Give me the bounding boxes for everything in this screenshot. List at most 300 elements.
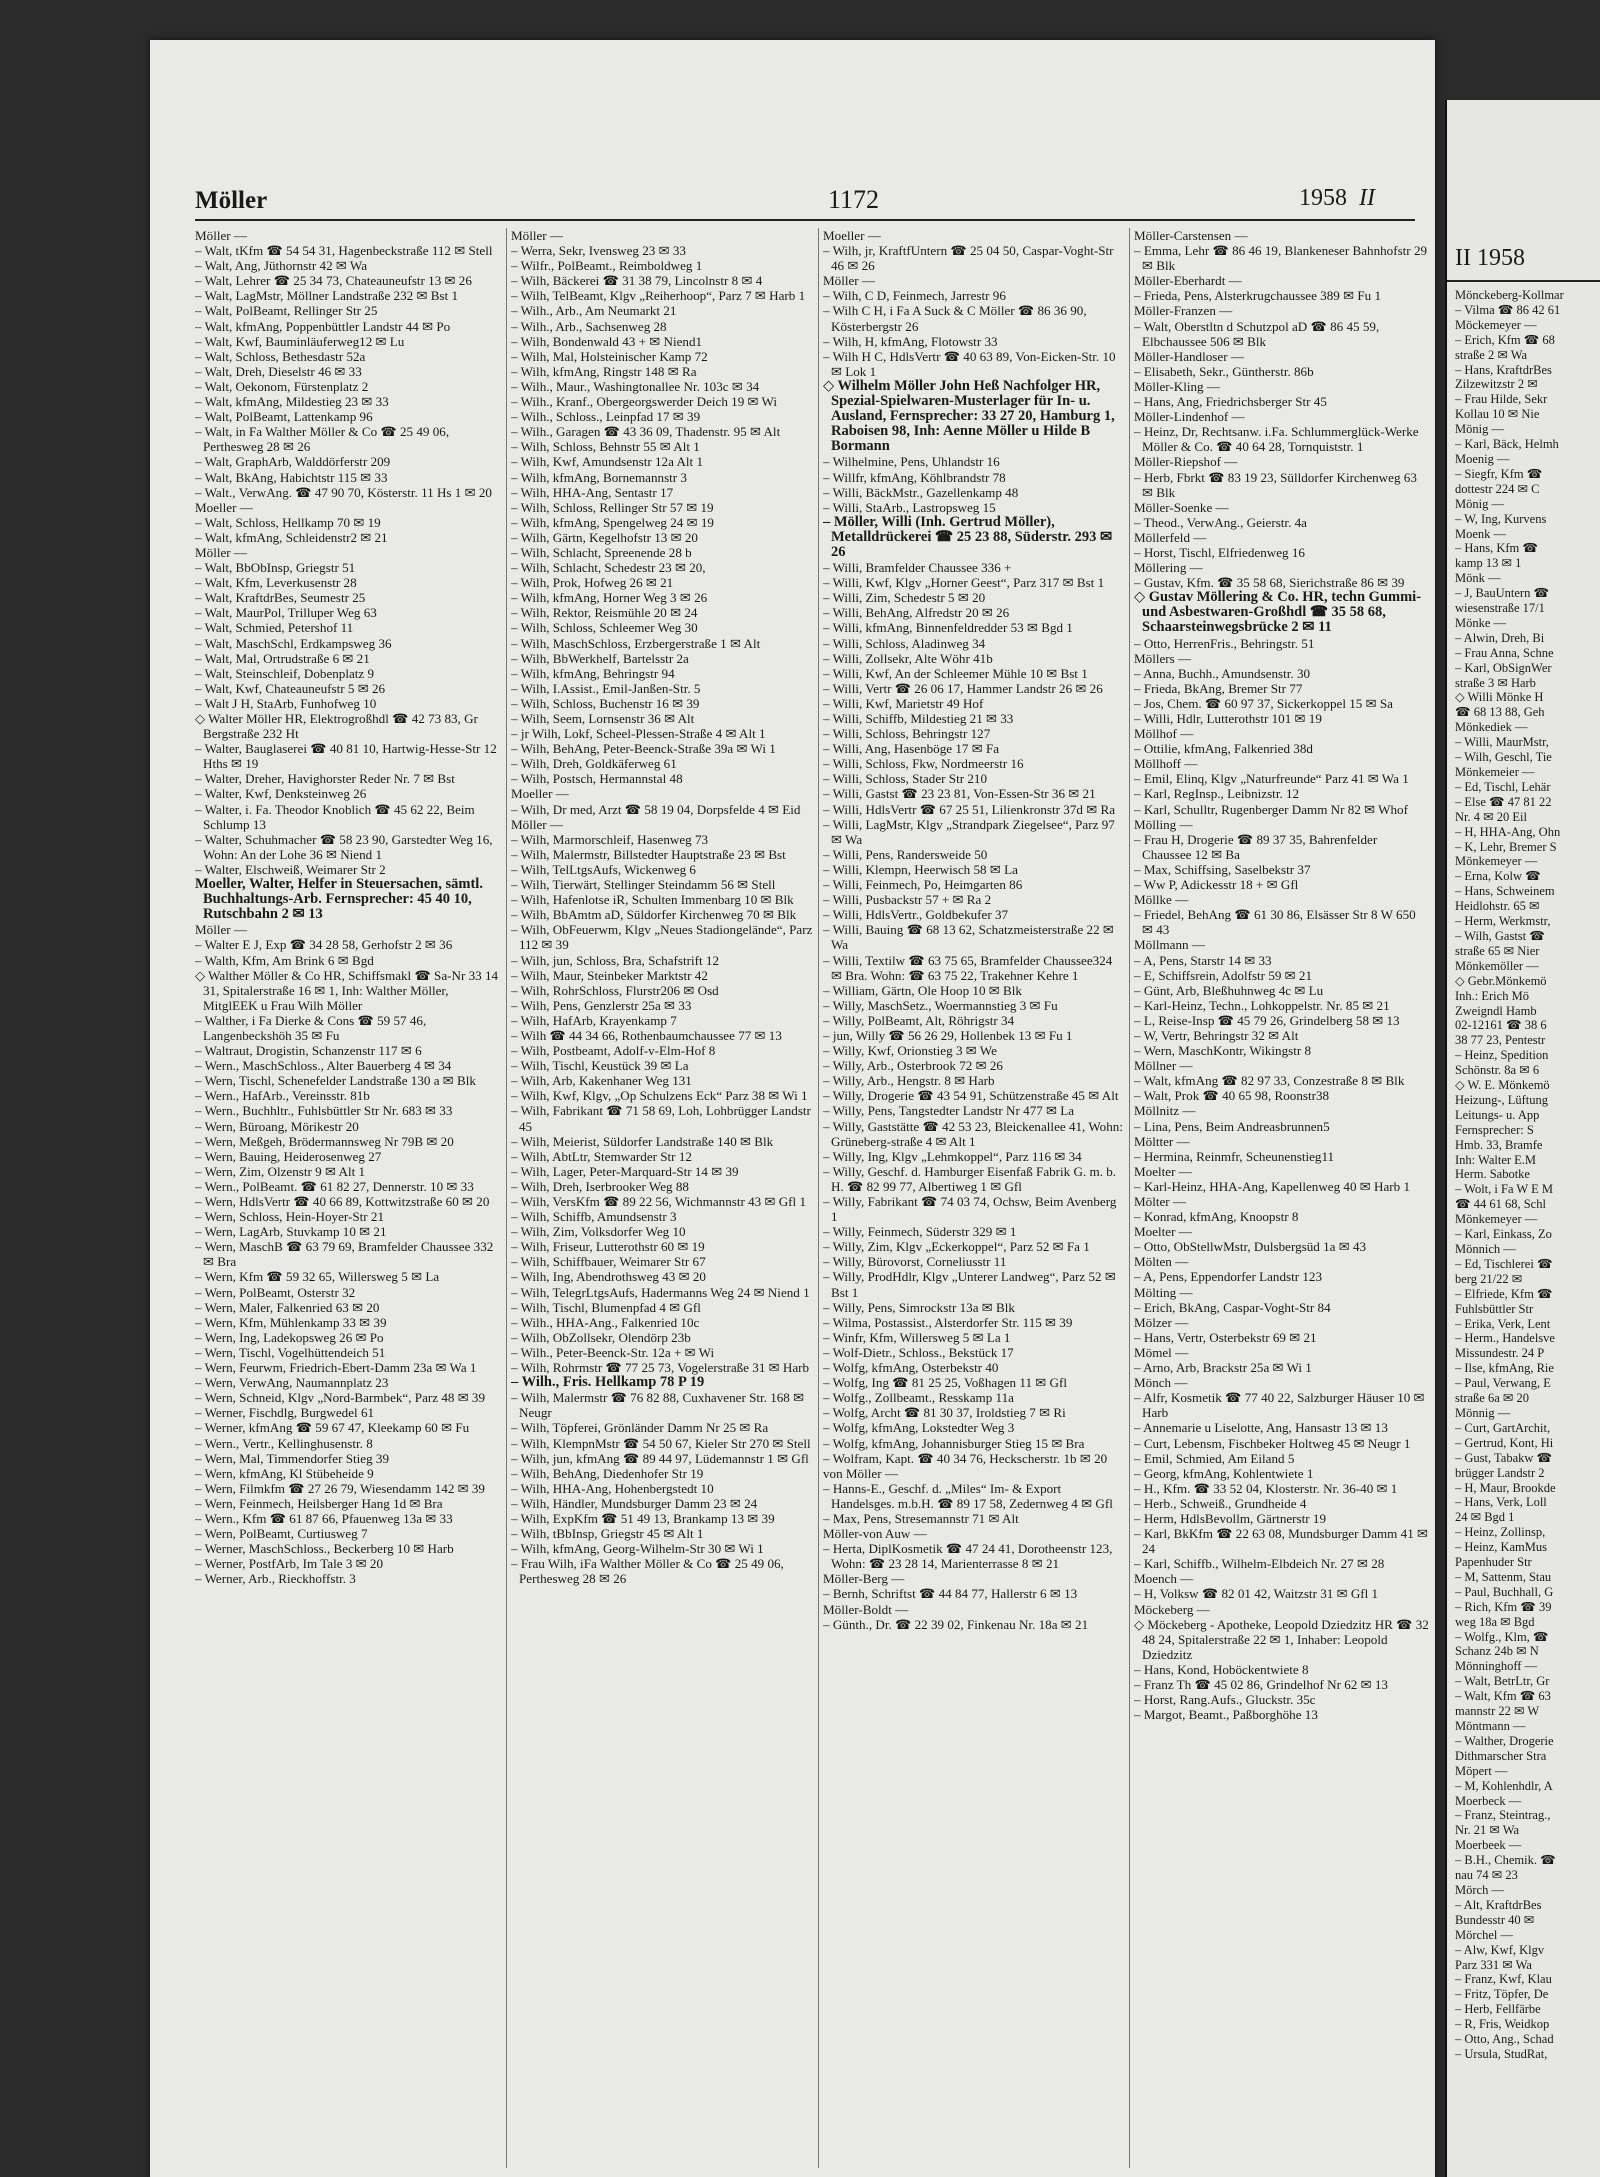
directory-entry: – H, Volksw ☎ 82 01 42, Waitzstr 31 ✉ Gfl 1 bbox=[1134, 1586, 1379, 1602]
directory-entry: – Wern, Maler, Falkenried 63 ✉ 20 bbox=[195, 1299, 380, 1315]
adjacent-entry: Zilzewitzstr 2 ✉ bbox=[1455, 377, 1538, 392]
directory-entry: Mönch — bbox=[1134, 1375, 1188, 1391]
directory-entry: Möller-Carstensen — bbox=[1134, 228, 1248, 243]
directory-entry: – Walt, PolBeamt, Lattenkamp 96 bbox=[195, 409, 373, 425]
directory-entry: – Willi, Bramfelder Chaussee 336 + bbox=[823, 560, 1012, 576]
directory-entry: – Wilh., Kranf., Obergeorgswerder Deich 19 ✉ Wi bbox=[511, 394, 778, 410]
directory-entry: – Willy, Drogerie ☎ 43 54 91, Schützenstraße 45 ✉ Alt bbox=[823, 1088, 1119, 1104]
adjacent-entry: – Otto, Ang., Schad bbox=[1455, 2032, 1554, 2047]
directory-entry: – Wilh, kfmAng, Georg-Wilhelm-Str 30 ✉ Wi 1 bbox=[511, 1541, 764, 1557]
directory-entry: – Wilh, HHA-Ang, Hohenbergstedt 10 bbox=[511, 1480, 714, 1496]
directory-entry: – Willi, Feinmech, Po, Heimgarten 86 bbox=[823, 877, 1023, 893]
adjacent-entry: ☎ 68 13 88, Geh bbox=[1455, 705, 1545, 720]
directory-entry: – Hanns-E., Geschf. d. „Miles“ Im- & Export Handelsges. m.b.H. ☎ 89 17 58, Zedernweg 4 ✉ Gfl bbox=[823, 1480, 1113, 1511]
directory-entry: – Wilh., Arb., Am Neumarkt 21 bbox=[511, 303, 677, 319]
directory-entry: – Willi, HdlsVertr ☎ 67 25 51, Lilienkronstr 37d ✉ Ra bbox=[823, 801, 1115, 817]
directory-entry: – W, Vertr, Behringstr 32 ✉ Alt bbox=[1134, 1027, 1299, 1043]
directory-entry: – Wolfg, kfmAng, Lokstedter Weg 3 bbox=[823, 1420, 1015, 1436]
adjacent-entry: – Wolfg., Klm, ☎ bbox=[1455, 1629, 1549, 1644]
adjacent-entry: Dithmarscher Stra bbox=[1455, 1748, 1547, 1763]
directory-entry: – Walter, Dreher, Havighorster Reder Nr. 7 ✉ Bst bbox=[195, 771, 455, 787]
directory-entry: Möllmann — bbox=[1134, 937, 1205, 953]
directory-entry: – Walt, MaurPol, Trilluper Weg 63 bbox=[195, 605, 377, 621]
adjacent-header-rule bbox=[1447, 280, 1600, 282]
directory-entry: – Wern, Bauing, Heiderosenweg 27 bbox=[195, 1148, 382, 1164]
adjacent-entry: Mönkediek — bbox=[1455, 720, 1528, 735]
directory-entry: Mölting — bbox=[1134, 1284, 1193, 1300]
directory-entry: – Werner, Arb., Rieckhoffstr. 3 bbox=[195, 1571, 356, 1587]
adjacent-entry: – R, Fris, Weidkop bbox=[1455, 2017, 1550, 2032]
adjacent-entry: – Karl, Einkass, Zo bbox=[1455, 1227, 1552, 1242]
adjacent-entry: – Rich, Kfm ☎ 39 bbox=[1455, 1599, 1552, 1614]
adjacent-entry: Mönnig — bbox=[1455, 1405, 1511, 1420]
directory-entry: – Wolfg, kfmAng, Johannisburger Stieg 15 ✉ Bra bbox=[823, 1435, 1085, 1451]
directory-entry: – E, Schiffsrein, Adolfstr 59 ✉ 21 bbox=[1134, 967, 1313, 983]
directory-entry: – Werner, MaschSchloss., Beckerberg 10 ✉ Harb bbox=[195, 1541, 454, 1557]
directory-entry: – Wilh, Hafenlotse iR, Schulten Immenbarg 10 ✉ Blk bbox=[511, 892, 794, 908]
directory-entry: Moench — bbox=[1134, 1571, 1194, 1587]
adjacent-entry: Mönkemeyer — bbox=[1455, 1212, 1538, 1227]
directory-entry: – Wilh, Schlacht, Schedestr 23 ✉ 20, bbox=[511, 560, 706, 576]
directory-entry: – Wilh, jun, kfmAng ☎ 89 44 97, Lüdemannstr 1 ✉ Gfl bbox=[511, 1450, 809, 1466]
directory-entry: Möller-Handloser — bbox=[1134, 348, 1244, 364]
directory-entry: – Wern., HafArb., Vereinsstr. 81b bbox=[195, 1088, 370, 1104]
adjacent-page-header: II 1958 bbox=[1455, 245, 1525, 271]
adjacent-entry: Mönk — bbox=[1455, 571, 1501, 586]
directory-entry: – Frieda, Pens, Alsterkrugchaussee 389 ✉ Fu 1 bbox=[1134, 288, 1381, 304]
directory-entry: – Wilh, ObZollsekr, Olendörp 23b bbox=[511, 1329, 691, 1345]
directory-page bbox=[150, 40, 1435, 2177]
directory-entry: – Wilh, Postsch, Hermannstal 48 bbox=[511, 771, 683, 787]
directory-entry: – Wern, kfmAng, Kl Stübeheide 9 bbox=[195, 1465, 374, 1481]
adjacent-entry: Moenk — bbox=[1455, 526, 1507, 541]
directory-entry: – Curt, Lebensm, Fischbeker Holtweg 45 ✉ Neugr 1 bbox=[1134, 1435, 1411, 1451]
directory-entry: Moelter — bbox=[1134, 1224, 1192, 1240]
directory-entry: – jun, Willy ☎ 56 26 29, Hollenbek 13 ✉ Fu 1 bbox=[823, 1027, 1073, 1043]
directory-entry: – Wilh, BbAmtm aD, Süldorfer Kirchenweg 70 ✉ Blk bbox=[511, 907, 797, 923]
directory-entry: – Willy, Arb., Osterbrook 72 ✉ 26 bbox=[823, 1058, 1003, 1074]
directory-entry: – Jos, Chem. ☎ 60 97 37, Sickerkoppel 15 ✉ Sa bbox=[1134, 695, 1393, 711]
directory-entry: – Wilh., Schloss., Leinpfad 17 ✉ 39 bbox=[511, 409, 701, 425]
directory-entry: – Wern., MaschSchloss., Alter Bauerberg 4 ✉ 34 bbox=[195, 1058, 452, 1074]
adjacent-entry: – W, Ing, Kurvens bbox=[1455, 511, 1547, 526]
directory-entry: – Franz Th ☎ 45 02 86, Grindelhof Nr 62 ✉ 13 bbox=[1134, 1677, 1388, 1692]
directory-entry: – Möller, Willi (Inh. Gertrud Möller), Metalldrückerei ☎ 25 23 88, Süderstr. 293 ✉ 26 bbox=[823, 513, 1113, 560]
directory-entry: – Willy, Fabrikant ☎ 74 03 74, Ochsw, Beim Avenberg 1 bbox=[823, 1194, 1117, 1225]
directory-entry: – Wern, HdlsVertr ☎ 40 66 89, Kottwitzstraße 60 ✉ 20 bbox=[195, 1194, 490, 1209]
directory-entry: – Willy, PolBeamt, Alt, Röhrigstr 34 bbox=[823, 1012, 1015, 1028]
page-header bbox=[195, 185, 1415, 221]
directory-entry: – Wilh., Peter-Beenck-Str. 12a + ✉ Wi bbox=[511, 1344, 715, 1360]
directory-entry: – Willi, HdlsVertr., Goldbekufer 37 bbox=[823, 907, 1009, 923]
directory-entry: – Walt, Kwf, Chateauneufstr 5 ✉ 26 bbox=[195, 680, 386, 696]
directory-entry: – Wern, Büroang, Mörikestr 20 bbox=[195, 1118, 359, 1134]
directory-entry: – Otto, ObStellwMstr, Dulsbergsüd 1a ✉ 43 bbox=[1134, 1239, 1367, 1255]
directory-entry: – Wilh, C D, Feinmech, Jarrestr 96 bbox=[823, 288, 1006, 304]
directory-entry: Möllner — bbox=[1134, 1058, 1193, 1074]
adjacent-entry: – Curt, GartArchit, bbox=[1455, 1420, 1551, 1435]
directory-entry: Möltter — bbox=[1134, 1133, 1190, 1149]
directory-entry: – Wilh, ExpKfm ☎ 51 49 13, Brankamp 13 ✉ 39 bbox=[511, 1510, 775, 1526]
directory-entry: – William, Gärtn, Ole Hoop 10 ✉ Blk bbox=[823, 982, 1022, 998]
adjacent-entry: Schanz 24b ✉ N bbox=[1455, 1644, 1539, 1659]
directory-entry: – Willi, Schiffb, Mildestieg 21 ✉ 33 bbox=[823, 711, 1014, 726]
directory-entry: – Hans, Kond, Hoböckentwiete 8 bbox=[1134, 1661, 1309, 1677]
directory-entry: – Wilh, Ing, Abendrothsweg 43 ✉ 20 bbox=[511, 1269, 706, 1285]
directory-entry: – Walter E J, Exp ☎ 34 28 58, Gerhofstr 2 ✉ 36 bbox=[195, 937, 453, 953]
directory-entry: – Willi, Vertr ☎ 26 06 17, Hammer Landstr 26 ✉ 26 bbox=[823, 680, 1103, 696]
directory-entry: – Wolf-Dietr., Schloss., Bekstück 17 bbox=[823, 1344, 1014, 1360]
directory-entry: – Walt, Schloss, Hellkamp 70 ✉ 19 bbox=[195, 514, 381, 530]
adjacent-entry: weg 18a ✉ Bgd bbox=[1455, 1614, 1535, 1629]
directory-entry: – Lina, Pens, Beim Andreasbrunnen5 bbox=[1134, 1118, 1330, 1134]
adjacent-entry: – Herm, Werkmstr, bbox=[1455, 914, 1551, 929]
directory-entry: – Max, Pens, Stresemannstr 71 ✉ Alt bbox=[823, 1510, 1019, 1526]
directory-entry: – Willy, Feinmech, Süderstr 329 ✉ 1 bbox=[823, 1224, 1017, 1240]
adjacent-entry: – Hans, KraftdrBes bbox=[1455, 362, 1552, 377]
adjacent-entry: Mönckeberg-Kollmar bbox=[1455, 288, 1564, 302]
adjacent-entry: – M, Sattenm, Stau bbox=[1455, 1569, 1552, 1584]
adjacent-entry: – Gertrud, Kont, Hi bbox=[1455, 1435, 1554, 1450]
directory-entry: – Horst, Rang.Aufs., Gluckstr. 35c bbox=[1134, 1692, 1316, 1708]
directory-entry: – Wilh, Bäckerei ☎ 31 38 79, Lincolnstr 8 ✉ 4 bbox=[511, 273, 763, 289]
directory-entry: – Wilh, Maur, Steinbeker Marktstr 42 bbox=[511, 967, 708, 983]
adjacent-entry: – Ursula, StudRat, bbox=[1455, 2046, 1548, 2061]
directory-entry: – Annemarie u Liselotte, Ang, Hansastr 13 ✉ 13 bbox=[1134, 1420, 1388, 1436]
adjacent-entry: – Willi, MaurMstr, bbox=[1455, 735, 1549, 750]
directory-entry: Möckeberg — bbox=[1134, 1601, 1210, 1617]
directory-entry: – Willy, Geschf. d. Hamburger Eisenfaß Fabrik G. m. b. H. ☎ 82 99 77, Albertiweg 1 ✉ Gfl bbox=[823, 1163, 1117, 1194]
directory-entry: – Willy, Zim, Klgv „Eckerkoppel“, Parz 52 ✉ Fa 1 bbox=[823, 1239, 1090, 1255]
adjacent-entry: Zweigndl Hamb bbox=[1455, 1003, 1537, 1018]
adjacent-entry: – Karl, ObSignWer bbox=[1455, 660, 1552, 675]
adjacent-entry: – Heinz, KamMus bbox=[1455, 1540, 1547, 1555]
directory-entry: – Wern, Mal, Timmendorfer Stieg 39 bbox=[195, 1450, 390, 1466]
adjacent-entry: wiesenstraße 17/1 bbox=[1455, 601, 1545, 616]
adjacent-entry: Mönig — bbox=[1455, 422, 1504, 437]
adjacent-entry: ◇ Willi Mönke H bbox=[1455, 690, 1544, 705]
page-number: 1172 bbox=[828, 185, 880, 214]
directory-entry: – Wilh, Zim, Volksdorfer Weg 10 bbox=[511, 1224, 686, 1240]
adjacent-entry: – Franz, Kwf, Klau bbox=[1455, 1972, 1552, 1987]
directory-entry: – Wilh, TelBeamt, Klgv „Reiherhoop“, Parz 7 ✉ Harb 1 bbox=[511, 288, 806, 304]
header-surname: Möller bbox=[195, 187, 268, 214]
directory-entry: – Günt, Arb, Bleßhuhnweg 4c ✉ Lu bbox=[1134, 982, 1324, 998]
adjacent-entry: – Walther, Drogerie bbox=[1455, 1733, 1554, 1748]
directory-entry: – Willi, Schloss, Aladinweg 34 bbox=[823, 635, 986, 651]
adjacent-entry: – K, Lehr, Bremer S bbox=[1455, 839, 1557, 854]
directory-entry: – Walt, Schmied, Petershof 11 bbox=[195, 620, 354, 636]
directory-entry: – Wern, Schloss, Hein-Hoyer-Str 21 bbox=[195, 1209, 385, 1225]
directory-entry: – Erich, BkAng, Caspar-Voght-Str 84 bbox=[1134, 1299, 1331, 1315]
adjacent-entry: Inh.: Erich Mö bbox=[1455, 988, 1529, 1003]
directory-entry: – Walter, i. Fa. Theodor Knoblich ☎ 45 62 22, Beim Schlump 13 bbox=[195, 801, 475, 832]
directory-entry: – Wilh, Schiffb, Amundsenstr 3 bbox=[511, 1209, 677, 1225]
adjacent-page-column bbox=[1455, 288, 1600, 2177]
directory-entry: – Wilh, Mal, Holsteinischer Kamp 72 bbox=[511, 348, 708, 364]
adjacent-entry: – Heinz, Spedition bbox=[1455, 1048, 1549, 1063]
directory-entry: – Willy, Arb., Hengstr. 8 ✉ Harb bbox=[823, 1073, 995, 1089]
directory-entry: – Walt, Kfm, Leverkusenstr 28 bbox=[195, 575, 357, 591]
directory-entry: – Wilh, kfmAng, Spengelweg 24 ✉ 19 bbox=[511, 514, 714, 530]
adjacent-entry: Mönkemeyer — bbox=[1455, 854, 1538, 869]
adjacent-entry: Mönke — bbox=[1455, 615, 1507, 630]
adjacent-entry: Hmb. 33, Bramfe bbox=[1455, 1137, 1543, 1152]
directory-entry: Moeller — bbox=[511, 786, 569, 802]
adjacent-entry: – Hans, Kfm ☎ bbox=[1455, 541, 1538, 556]
directory-entry: – Wilh, Kwf, Amundsenstr 12a Alt 1 bbox=[511, 454, 703, 470]
adjacent-entry: – Wilh, Gastst ☎ bbox=[1455, 928, 1545, 943]
adjacent-entry: – Walt, Kfm ☎ 63 bbox=[1455, 1689, 1551, 1704]
directory-entry: – Wilh, Schloss, Buchenstr 16 ✉ 39 bbox=[511, 695, 700, 711]
directory-entry: Möller — bbox=[195, 228, 248, 243]
directory-entry: Möller — bbox=[511, 816, 564, 832]
directory-entry: – Wilh, Tierwärt, Stellinger Steindamm 56 ✉ Stell bbox=[511, 877, 776, 893]
directory-entry: – Frieda, BkAng, Bremer Str 77 bbox=[1134, 680, 1303, 696]
adjacent-entry: – Elfriede, Kfm ☎ bbox=[1455, 1286, 1553, 1301]
directory-entry: Moeller — bbox=[195, 499, 253, 515]
directory-entry: – Karl, Schulltr, Rugenberger Damm Nr 82 ✉ Whof bbox=[1134, 801, 1408, 817]
adjacent-entry: – Erna, Kolw ☎ bbox=[1455, 869, 1541, 884]
adjacent-entry: nau 74 ✉ 23 bbox=[1455, 1868, 1518, 1883]
adjacent-entry: Mönnich — bbox=[1455, 1242, 1516, 1256]
directory-entry: – Konrad, kfmAng, Knoopstr 8 bbox=[1134, 1209, 1299, 1225]
adjacent-entry: straße 3 ✉ Harb bbox=[1455, 675, 1536, 690]
directory-entry: – Wilh, tBbInsp, Griegstr 45 ✉ Alt 1 bbox=[511, 1526, 704, 1542]
directory-entry: – Herb., Schweiß., Grundheide 4 bbox=[1134, 1495, 1307, 1511]
directory-entry: – Willi, BehAng, Alfredstr 20 ✉ 26 bbox=[823, 605, 1010, 621]
adjacent-entry: straße 65 ✉ Nier bbox=[1455, 943, 1540, 958]
directory-entry: – Walt, Dreh, Dieselstr 46 ✉ 33 bbox=[195, 363, 362, 379]
adjacent-entry: Fernsprecher: S bbox=[1455, 1122, 1534, 1137]
directory-entry: – Willy, Ing, Klgv „Lehmkoppel“, Parz 116 ✉ 34 bbox=[823, 1148, 1082, 1164]
directory-entry: – Wern., Buchhltr., Fuhlsbüttler Str Nr. 683 ✉ 33 bbox=[195, 1103, 453, 1119]
adjacent-entry: – Alw, Kwf, Klgv bbox=[1455, 1942, 1545, 1957]
directory-entry: – Willi, Kwf, Marietstr 49 Hof bbox=[823, 695, 984, 711]
directory-entry: – Wilh, VersKfm ☎ 89 22 56, Wichmannstr 43 ✉ Gfl 1 bbox=[511, 1194, 806, 1209]
directory-entry: – Wern, Tischl, Vogelhüttendeich 51 bbox=[195, 1344, 386, 1360]
directory-entry: – Wern, Schneid, Klgv „Nord-Barmbek“, Parz 48 ✉ 39 bbox=[195, 1390, 486, 1406]
directory-entry: Möllerfeld — bbox=[1134, 529, 1207, 545]
directory-entry: ◇ Walther Möller & Co HR, Schiffsmakl ☎ Sa-Nr 33 14 31, Spitalerstraße 16 ✉ 1, Inh: Walther Möller, MitglEEK u Frau Wilh Möller bbox=[195, 967, 499, 1013]
column-1 bbox=[195, 228, 507, 2168]
directory-entry: – Wilh, Dr med, Arzt ☎ 58 19 04, Dorpsfelde 4 ✉ Eid bbox=[511, 801, 801, 817]
directory-entry: – Walt, kfmAng, Schleidenstr2 ✉ 21 bbox=[195, 529, 388, 545]
directory-entry: – Willi, Ang, Hasenböge 17 ✉ Fa bbox=[823, 741, 1000, 757]
directory-entry: Möller-Riepshof — bbox=[1134, 454, 1238, 470]
directory-entry: – Wilh, Prok, Hofweg 26 ✉ 21 bbox=[511, 575, 674, 591]
directory-entry: Möller-Soenke — bbox=[1134, 499, 1229, 515]
adjacent-entry: – Frau Hilde, Sekr bbox=[1455, 392, 1548, 407]
adjacent-entry: 24 ✉ Bgd 1 bbox=[1455, 1510, 1515, 1525]
directory-entry: – Walt, KraftdrBes, Seumestr 25 bbox=[195, 590, 366, 606]
adjacent-entry: Mönninghoff — bbox=[1455, 1659, 1538, 1674]
directory-entry: – Waltraut, Drogistin, Schanzenstr 117 ✉ 6 bbox=[195, 1043, 422, 1059]
adjacent-entry: straße 2 ✉ Wa bbox=[1455, 347, 1528, 362]
adjacent-entry: mannstr 22 ✉ W bbox=[1455, 1704, 1540, 1719]
directory-entry: – Wilh, Töpferei, Grönländer Damm Nr 25 ✉ Ra bbox=[511, 1420, 769, 1436]
directory-entry: – Theod., VerwAng., Geierstr. 4a bbox=[1134, 514, 1307, 530]
directory-entry: – Walt, Schloss, Bethesdastr 52a bbox=[195, 348, 366, 364]
directory-entry: – A, Pens, Starstr 14 ✉ 33 bbox=[1134, 952, 1272, 968]
directory-entry: – Wern, Kfm ☎ 59 32 65, Willersweg 5 ✉ La bbox=[195, 1269, 440, 1285]
directory-entry: – Wern, Feinmech, Heilsberger Hang 1d ✉ Bra bbox=[195, 1495, 443, 1511]
directory-entry: Möller-von Auw — bbox=[823, 1526, 927, 1542]
directory-entry: – Frau H, Drogerie ☎ 89 37 35, Bahrenfelder Chaussee 12 ✉ Ba bbox=[1134, 831, 1378, 862]
directory-entry: – Wern, Meßgeh, Brödermannsweg Nr 79B ✉ 20 bbox=[195, 1133, 454, 1149]
directory-entry: – Wilh, Schloss, Rellinger Str 57 ✉ 19 bbox=[511, 499, 714, 515]
directory-entry: – Herta, DiplKosmetik ☎ 47 24 41, Dorotheenstr 123, Wohn: ☎ 23 28 14, Marienterrasse 8 ✉ 21 bbox=[823, 1541, 1113, 1572]
directory-entry: – Wilh, Postbeamt, Adolf-v-Elm-Hof 8 bbox=[511, 1043, 716, 1059]
adjacent-entry: ◇ W. E. Mönkemö bbox=[1455, 1078, 1550, 1093]
directory-entry: – Wilh, BehAng, Diedenhofer Str 19 bbox=[511, 1465, 704, 1481]
directory-entry: – Willi, Gastst ☎ 23 23 81, Von-Essen-Str 36 ✉ 21 bbox=[823, 786, 1096, 802]
directory-entry: Moeller, Walter, Helfer in Steuersachen, sämtl. Buchhaltungs-Arb. Fernsprecher: 45 40 10, Rutschbahn 2 ✉ 13 bbox=[195, 876, 483, 923]
adjacent-entry: Bundesstr 40 ✉ bbox=[1455, 1912, 1535, 1927]
directory-entry: – jr Wilh, Lokf, Scheel-Plessen-Straße 4 ✉ Alt 1 bbox=[511, 726, 766, 742]
directory-entry: – Wilh., Maur., Washingtonallee Nr. 103c ✉ 34 bbox=[511, 378, 760, 394]
directory-entry: – Walt, Oekonom, Fürstenplatz 2 bbox=[195, 378, 369, 394]
directory-entry: – Werner, kfmAng ☎ 59 67 47, Kleekamp 60 ✉ Fu bbox=[195, 1420, 470, 1436]
directory-entry: – Willfr, kfmAng, Köhlbrandstr 78 bbox=[823, 469, 1006, 485]
directory-entry: – Willi, Schloss, Stader Str 210 bbox=[823, 771, 987, 787]
directory-entry: – Wilh, HafArb, Krayenkamp 7 bbox=[511, 1012, 677, 1028]
adjacent-entry: Papenhuder Str bbox=[1455, 1555, 1532, 1570]
directory-entry: – Willy, Kwf, Orionstieg 3 ✉ We bbox=[823, 1043, 997, 1059]
directory-entry: – Wilh, BehAng, Peter-Beenck-Straße 39a ✉ Wi 1 bbox=[511, 741, 776, 757]
directory-entry: – Wilh, RohrSchloss, Flurstr206 ✉ Osd bbox=[511, 982, 719, 998]
directory-entry: – Wilh, Meierist, Süldorfer Landstraße 140 ✉ Blk bbox=[511, 1133, 774, 1149]
directory-entry: – Karl, Schiffb., Wilhelm-Elbdeich Nr. 27 ✉ 28 bbox=[1134, 1556, 1385, 1572]
directory-entry: – Wern, PolBeamt, Curtiusweg 7 bbox=[195, 1526, 368, 1542]
directory-entry: – Otto, HerrenFris., Behringstr. 51 bbox=[1134, 635, 1315, 651]
directory-entry: – Wern, LagArb, Stuvkamp 10 ✉ 21 bbox=[195, 1224, 387, 1240]
column-3 bbox=[823, 228, 1130, 2168]
header-year-volume bbox=[1299, 185, 1375, 212]
adjacent-entry: ☎ 44 61 68, Schl bbox=[1455, 1197, 1546, 1212]
directory-entry: – Hans, Ang, Friedrichsberger Str 45 bbox=[1134, 394, 1327, 410]
directory-entry: – Wern, Ing, Ladekopsweg 26 ✉ Po bbox=[195, 1329, 384, 1345]
directory-entry: – Wolfg, Archt ☎ 81 30 37, Iroldstieg 7 ✉ Ri bbox=[823, 1405, 1066, 1421]
directory-entry: Möllhof — bbox=[1134, 726, 1194, 742]
directory-entry: Möller-Boldt — bbox=[823, 1601, 909, 1617]
directory-entry: Mölling — bbox=[1134, 816, 1193, 832]
directory-entry: ◇ Gustav Möllering & Co. HR, techn Gummi- und Asbestwaren-Großhdl ☎ 35 58 68, Schaarsteinwegsbrücke 2 ✉ 11 bbox=[1134, 589, 1422, 636]
directory-entry: – Walt, Lehrer ☎ 25 34 73, Chateauneufstr 13 ✉ 26 bbox=[195, 273, 472, 289]
column-4 bbox=[1134, 228, 1433, 2168]
adjacent-entry: – Ilse, kfmAng, Rie bbox=[1455, 1361, 1554, 1376]
directory-entry: – Wern., Vertr., Kellinghusenstr. 8 bbox=[195, 1435, 373, 1451]
adjacent-entry: Leitungs- u. App bbox=[1455, 1107, 1540, 1122]
directory-entry: – Wilh, BbWerkhelf, Bartelsstr 2a bbox=[511, 650, 689, 666]
directory-entry: – Wilh, Rohrmstr ☎ 77 25 73, Vogelerstraße 31 ✉ Harb bbox=[511, 1360, 810, 1376]
directory-entry: – Gustav, Kfm. ☎ 35 58 68, Sierichstraße 86 ✉ 39 bbox=[1134, 575, 1405, 591]
directory-entry: – Walt, kfmAng ☎ 82 97 33, Conzestraße 8 ✉ Blk bbox=[1134, 1073, 1405, 1089]
adjacent-entry: Heidlohstr. 65 ✉ bbox=[1455, 899, 1540, 914]
header-year: 1958 bbox=[1299, 185, 1348, 211]
directory-entry: – Wilh., Garagen ☎ 43 36 09, Thadenstr. 95 ✉ Alt bbox=[511, 424, 781, 440]
directory-entry: – Willy, Pens, Simrockstr 13a ✉ Blk bbox=[823, 1299, 1015, 1315]
adjacent-entry: – Wilh, Geschl, Tie bbox=[1455, 750, 1552, 765]
directory-entry: – Wilh, Arb, Kakenhaner Weg 131 bbox=[511, 1073, 692, 1089]
directory-entry: – Wilh, Dreh, Iserbrooker Weg 88 bbox=[511, 1178, 689, 1194]
adjacent-entry: – Paul, Buchhall, G bbox=[1455, 1584, 1554, 1599]
directory-entry: – Wilh, HHA-Ang, Sentastr 17 bbox=[511, 484, 674, 500]
directory-entry: – Margot, Beamt., Paßborghöhe 13 bbox=[1134, 1707, 1318, 1723]
directory-entry: – Wilh, H, kfmAng, Flotowstr 33 bbox=[823, 333, 998, 349]
directory-entry: – Willi, Zim, Schedestr 5 ✉ 20 bbox=[823, 590, 986, 606]
adjacent-entry: 38 77 23, Pentestr bbox=[1455, 1033, 1546, 1048]
directory-entry: – Wilh, kfmAng, Behringstr 94 bbox=[511, 665, 675, 681]
column-2 bbox=[511, 228, 819, 2168]
adjacent-entry: brügger Landstr 2 bbox=[1455, 1465, 1545, 1480]
directory-entry: Mölzer — bbox=[1134, 1314, 1189, 1330]
adjacent-entry: Moerbeck — bbox=[1455, 1793, 1522, 1808]
directory-entry: – Willi, Kwf, Klgv „Horner Geest“, Parz 317 ✉ Bst 1 bbox=[823, 575, 1105, 591]
directory-entry: Möller-Berg — bbox=[823, 1571, 905, 1587]
directory-entry: – Walt, BbObInsp, Griegstr 51 bbox=[195, 560, 356, 576]
directory-entry: Möller-Eberhardt — bbox=[1134, 273, 1242, 289]
directory-entry: – Wilh, Seem, Lornsenstr 36 ✉ Alt bbox=[511, 711, 695, 726]
directory-entry: – Wilh, Schiffbauer, Weimarer Str 67 bbox=[511, 1254, 706, 1270]
directory-entry: – Walther, i Fa Dierke & Cons ☎ 59 57 46, Langenbeckshöh 35 ✉ Fu bbox=[195, 1012, 427, 1043]
directory-entry: – Wilh, jun, Schloss, Bra, Schafstrift 12 bbox=[511, 952, 719, 968]
adjacent-entry: – Vilma ☎ 86 42 61 bbox=[1455, 302, 1561, 317]
adjacent-page bbox=[1445, 100, 1600, 2177]
adjacent-entry: Mönig — bbox=[1455, 496, 1504, 511]
directory-entry: – Willi, StaArb., Lastropsweg 15 bbox=[823, 499, 996, 515]
adjacent-entry: Inh: Walter E.M bbox=[1455, 1152, 1537, 1167]
directory-entry: – Wilh, I.Assist., Emil-Janßen-Str. 5 bbox=[511, 680, 701, 696]
adjacent-entry: Parz 331 ✉ Wa bbox=[1455, 1957, 1532, 1972]
directory-entry: – Ottilie, kfmAng, Falkenried 38d bbox=[1134, 741, 1313, 757]
directory-entry: – Karl, RegInsp., Leibnizstr. 12 bbox=[1134, 786, 1300, 802]
directory-entry: – Werra, Sekr, Ivensweg 23 ✉ 33 bbox=[511, 243, 686, 259]
directory-entry: – Max, Schiffsing, Saselbekstr 37 bbox=[1134, 861, 1311, 877]
directory-entry: Mölter — bbox=[1134, 1194, 1187, 1209]
directory-entry: – Walt, Steinschleif, Dobenplatz 9 bbox=[195, 665, 375, 681]
directory-entry: – Hans, Vertr, Osterbekstr 69 ✉ 21 bbox=[1134, 1329, 1317, 1345]
adjacent-entry: – Heinz, Zollinsp, bbox=[1455, 1525, 1546, 1540]
directory-entry: – Friedel, BehAng ☎ 61 30 86, Elsässer Str 8 W 650 ✉ 43 bbox=[1134, 907, 1416, 938]
directory-entry: – Wern, Kfm, Mühlenkamp 33 ✉ 39 bbox=[195, 1314, 387, 1330]
directory-entry: – Wilh, Dreh, Goldkäferweg 61 bbox=[511, 756, 677, 772]
directory-entry: – Wilh, Schloss, Schleemer Weg 30 bbox=[511, 620, 698, 636]
adjacent-entry: Nr. 4 ✉ 20 Eil bbox=[1455, 809, 1527, 824]
adjacent-entry: – Ed, Tischlerei ☎ bbox=[1455, 1256, 1553, 1271]
directory-entry: – Walter, Elschweiß, Weimarer Str 2 bbox=[195, 861, 386, 877]
directory-entry: – Wern, MaschKontr, Wikingstr 8 bbox=[1134, 1043, 1312, 1059]
directory-entry: – Günth., Dr. ☎ 22 39 02, Finkenau Nr. 18a ✉ 21 bbox=[823, 1616, 1089, 1632]
directory-entry: – Wilh, Kwf, Klgv, „Op Schulzens Eck“ Parz 38 ✉ Wi 1 bbox=[511, 1088, 808, 1104]
directory-entry: Möller-Franzen — bbox=[1134, 303, 1233, 319]
adjacent-entry: kamp 13 ✉ 1 bbox=[1455, 556, 1522, 571]
adjacent-entry: – Hans, Schweinem bbox=[1455, 884, 1555, 899]
directory-entry: – Emil, Elinq, Klgv „Naturfreunde“ Parz 41 ✉ Wa 1 bbox=[1134, 771, 1409, 787]
directory-entry: – Walt, MaschSchl, Erdkampsweg 36 bbox=[195, 635, 392, 651]
adjacent-entry: – Franz, Steintrag., bbox=[1455, 1808, 1551, 1823]
adjacent-entry: Mörchel — bbox=[1455, 1927, 1513, 1942]
adjacent-entry: – H, Maur, Brookde bbox=[1455, 1480, 1556, 1495]
adjacent-entry: – Herb, Fellfärbe bbox=[1455, 2002, 1541, 2017]
adjacent-entry: – Fritz, Töpfer, De bbox=[1455, 1987, 1549, 2002]
directory-entry: – Winfr, Kfm, Willersweg 5 ✉ La 1 bbox=[823, 1329, 1011, 1345]
directory-entry: – Wilh, AbtLtr, Stemwarder Str 12 bbox=[511, 1148, 692, 1164]
directory-entry: – Wilh, Malermstr, Billstedter Hauptstraße 23 ✉ Bst bbox=[511, 846, 786, 862]
directory-entry: – Walt, in Fa Walther Möller & Co ☎ 25 49 06, Perthesweg 28 ✉ 26 bbox=[195, 424, 450, 455]
directory-entry: – Karl-Heinz, HHA-Ang, Kapellenweg 40 ✉ Harb 1 bbox=[1134, 1178, 1411, 1194]
directory-entry: – Herb, Fbrkt ☎ 83 19 23, Sülldorfer Kirchenweg 63 ✉ Blk bbox=[1134, 469, 1417, 500]
